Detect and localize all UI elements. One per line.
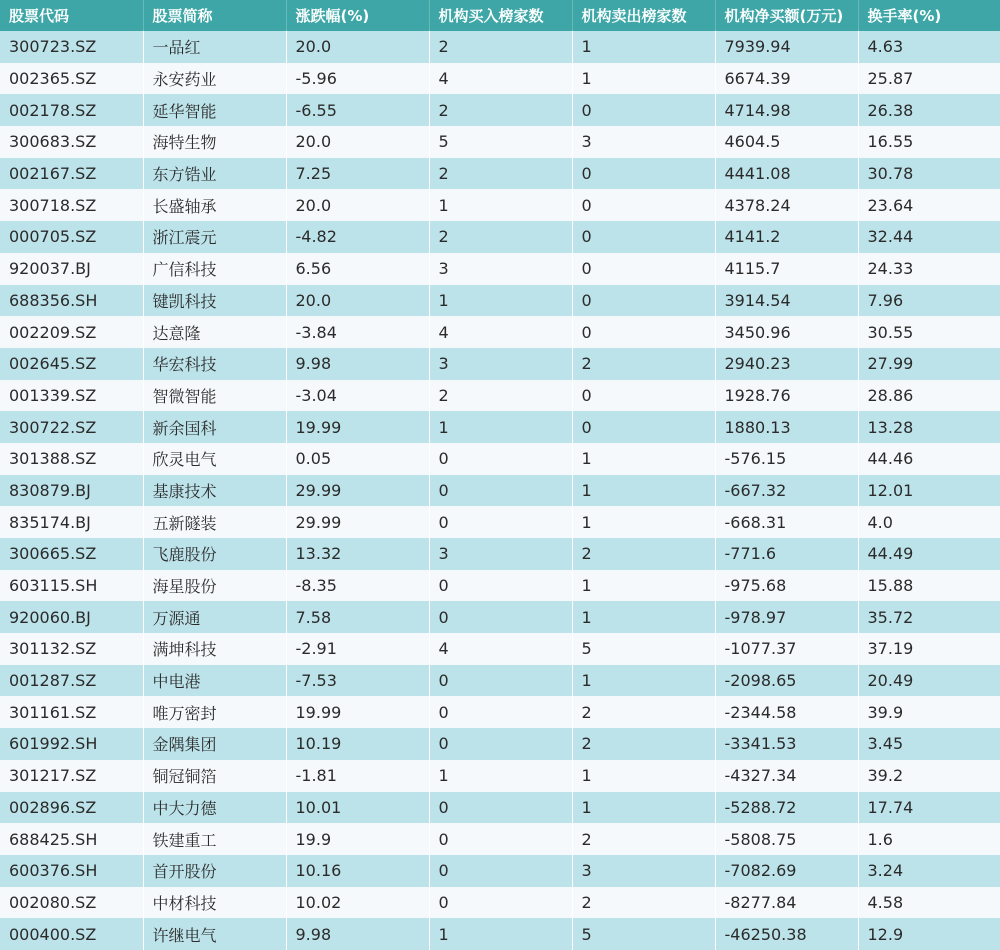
cell-inst-net-buy: 1880.13 (715, 411, 858, 443)
table-row[interactable] (0, 189, 1000, 221)
cell-turnover-rate: 30.78 (867, 164, 914, 184)
table-row[interactable] (0, 728, 1000, 760)
cell-stock-name: 海特生物 (143, 126, 286, 158)
cell-stock-code: 300683.SZ (0, 126, 143, 158)
cell-inst-sell-count: 2 (572, 887, 715, 919)
cell-inst-buy-count: 2 (429, 158, 572, 190)
cell-inst-sell-count: 1 (572, 506, 715, 538)
cell-stock-code: 601992.SH (0, 728, 143, 760)
header-turnover-rate[interactable]: 换手率(%) (867, 7, 942, 25)
cell-stock-name: 铜冠铜箔 (143, 760, 286, 792)
cell-change-percent: -2.91 (286, 633, 429, 665)
table-row[interactable] (0, 506, 1000, 538)
cell-inst-buy-count: 2 (429, 94, 572, 126)
cell-inst-buy-count: 5 (429, 126, 572, 158)
cell-inst-sell-count: 0 (572, 158, 715, 190)
cell-stock-code: 002365.SZ (0, 63, 143, 95)
cell-inst-sell-count: 0 (572, 221, 715, 253)
table-body (0, 31, 1000, 950)
table-row[interactable] (0, 887, 1000, 919)
table-row[interactable] (0, 633, 1000, 665)
cell-inst-net-buy: -771.6 (715, 538, 858, 570)
cell-inst-buy-count: 3 (429, 348, 572, 380)
table-row[interactable] (0, 538, 1000, 570)
cell-stock-name: 海星股份 (143, 570, 286, 602)
table-row[interactable] (0, 475, 1000, 507)
table-row[interactable] (0, 918, 1000, 950)
cell-turnover-rate: 16.55 (867, 132, 914, 152)
table-row[interactable] (0, 126, 1000, 158)
table-row[interactable] (0, 63, 1000, 95)
cell-inst-buy-count: 1 (429, 285, 572, 317)
cell-change-percent: 7.58 (286, 601, 429, 633)
cell-inst-buy-count: 3 (429, 538, 572, 570)
cell-inst-net-buy: -975.68 (715, 570, 858, 602)
table-row[interactable] (0, 94, 1000, 126)
cell-stock-name: 华宏科技 (143, 348, 286, 380)
cell-turnover-rate: 30.55 (867, 322, 914, 342)
cell-stock-code: 301161.SZ (0, 696, 143, 728)
table-row[interactable] (0, 411, 1000, 443)
cell-inst-net-buy: -5808.75 (715, 823, 858, 855)
cell-inst-net-buy: 4604.5 (715, 126, 858, 158)
cell-inst-buy-count: 2 (429, 221, 572, 253)
cell-turnover-rate: 17.74 (867, 797, 914, 817)
cell-inst-buy-count: 1 (429, 411, 572, 443)
cell-turnover-rate: 44.49 (867, 544, 914, 564)
cell-inst-sell-count: 0 (572, 285, 715, 317)
cell-inst-buy-count: 0 (429, 475, 572, 507)
table-row[interactable] (0, 31, 1000, 63)
table-row[interactable] (0, 158, 1000, 190)
cell-inst-buy-count: 4 (429, 316, 572, 348)
cell-change-percent: 29.99 (286, 506, 429, 538)
table-row[interactable] (0, 348, 1000, 380)
cell-inst-buy-count: 1 (429, 918, 572, 950)
cell-stock-name: 满坤科技 (143, 633, 286, 665)
cell-stock-code: 301388.SZ (0, 443, 143, 475)
cell-stock-name: 许继电气 (143, 918, 286, 950)
cell-stock-name: 东方锆业 (143, 158, 286, 190)
cell-inst-sell-count: 1 (572, 570, 715, 602)
header-inst-sell-count[interactable]: 机构卖出榜家数 (572, 0, 715, 31)
cell-turnover-rate: 32.44 (867, 227, 914, 247)
cell-stock-name: 广信科技 (143, 253, 286, 285)
cell-turnover-rate: 39.9 (867, 702, 904, 722)
cell-stock-name: 五新隧装 (143, 506, 286, 538)
cell-inst-buy-count: 3 (429, 253, 572, 285)
cell-change-percent: 10.02 (286, 887, 429, 919)
cell-turnover-rate: 4.58 (867, 892, 904, 912)
cell-stock-name: 延华智能 (143, 94, 286, 126)
header-row (0, 0, 1000, 31)
cell-inst-sell-count: 2 (572, 823, 715, 855)
cell-turnover-rate: 15.88 (867, 576, 914, 596)
cell-stock-code: 830879.BJ (0, 475, 143, 507)
cell-inst-net-buy: 1928.76 (715, 380, 858, 412)
cell-inst-buy-count: 0 (429, 696, 572, 728)
cell-turnover-rate: 12.9 (867, 924, 904, 944)
cell-turnover-rate: 28.86 (867, 385, 914, 405)
cell-stock-name: 万源通 (143, 601, 286, 633)
cell-inst-buy-count: 0 (429, 570, 572, 602)
cell-stock-code: 002080.SZ (0, 887, 143, 919)
cell-stock-code: 300722.SZ (0, 411, 143, 443)
cell-stock-name: 长盛轴承 (143, 189, 286, 221)
header-inst-net-buy[interactable]: 机构净买额(万元) (715, 0, 858, 31)
cell-stock-code: 835174.BJ (0, 506, 143, 538)
cell-inst-buy-count: 0 (429, 887, 572, 919)
cell-inst-sell-count: 1 (572, 601, 715, 633)
cell-inst-sell-count: 0 (572, 316, 715, 348)
cell-inst-sell-count: 1 (572, 63, 715, 95)
cell-stock-code: 603115.SH (0, 570, 143, 602)
table-row[interactable] (0, 760, 1000, 792)
cell-stock-code: 920037.BJ (0, 253, 143, 285)
cell-inst-sell-count: 2 (572, 538, 715, 570)
cell-stock-code: 688425.SH (0, 823, 143, 855)
cell-inst-sell-count: 3 (572, 855, 715, 887)
cell-inst-buy-count: 0 (429, 443, 572, 475)
cell-turnover-rate: 7.96 (867, 290, 904, 310)
cell-turnover-rate: 27.99 (867, 354, 914, 374)
cell-inst-sell-count: 2 (572, 348, 715, 380)
cell-stock-name: 金隅集团 (143, 728, 286, 760)
cell-inst-buy-count: 0 (429, 506, 572, 538)
cell-turnover-rate: 44.46 (867, 449, 914, 469)
cell-change-percent: 29.99 (286, 475, 429, 507)
cell-change-percent: 7.25 (286, 158, 429, 190)
cell-change-percent: -5.96 (286, 63, 429, 95)
cell-stock-code: 000400.SZ (0, 918, 143, 950)
table-row[interactable] (0, 221, 1000, 253)
cell-turnover-rate: 4.0 (867, 512, 893, 532)
cell-change-percent: 0.05 (286, 443, 429, 475)
cell-stock-code: 688356.SH (0, 285, 143, 317)
cell-inst-net-buy: 3914.54 (715, 285, 858, 317)
cell-inst-net-buy: 4441.08 (715, 158, 858, 190)
cell-inst-sell-count: 0 (572, 411, 715, 443)
cell-stock-code: 002645.SZ (0, 348, 143, 380)
cell-stock-code: 920060.BJ (0, 601, 143, 633)
table-row[interactable] (0, 792, 1000, 824)
cell-inst-buy-count: 2 (429, 31, 572, 63)
cell-turnover-rate: 1.6 (867, 829, 893, 849)
header-change-percent[interactable]: 涨跌幅(%) (286, 0, 429, 31)
cell-turnover-rate: 13.28 (867, 417, 914, 437)
cell-inst-buy-count: 0 (429, 728, 572, 760)
cell-inst-buy-count: 0 (429, 855, 572, 887)
cell-change-percent: 20.0 (286, 285, 429, 317)
table-row[interactable] (0, 285, 1000, 317)
table-row[interactable] (0, 380, 1000, 412)
cell-stock-code: 001339.SZ (0, 380, 143, 412)
cell-change-percent: -6.55 (286, 94, 429, 126)
cell-inst-sell-count: 0 (572, 380, 715, 412)
cell-inst-net-buy: -4327.34 (715, 760, 858, 792)
cell-inst-sell-count: 1 (572, 792, 715, 824)
cell-stock-name: 中材科技 (143, 887, 286, 919)
cell-inst-buy-count: 0 (429, 792, 572, 824)
cell-inst-sell-count: 2 (572, 696, 715, 728)
cell-stock-name: 中大力德 (143, 792, 286, 824)
header-inst-buy-count[interactable]: 机构买入榜家数 (429, 0, 572, 31)
cell-inst-net-buy: -46250.38 (715, 918, 858, 950)
cell-turnover-rate: 35.72 (867, 607, 914, 627)
cell-inst-sell-count: 0 (572, 94, 715, 126)
table-row[interactable] (0, 601, 1000, 633)
cell-inst-net-buy: -2344.58 (715, 696, 858, 728)
cell-inst-net-buy: -576.15 (715, 443, 858, 475)
table-row[interactable] (0, 823, 1000, 855)
cell-stock-code: 002178.SZ (0, 94, 143, 126)
cell-stock-code: 300665.SZ (0, 538, 143, 570)
cell-inst-net-buy: -667.32 (715, 475, 858, 507)
cell-inst-net-buy: 4141.2 (715, 221, 858, 253)
cell-inst-net-buy: 4714.98 (715, 94, 858, 126)
cell-inst-sell-count: 1 (572, 665, 715, 697)
cell-inst-buy-count: 1 (429, 189, 572, 221)
cell-turnover-rate: 3.45 (867, 734, 904, 754)
cell-change-percent: 20.0 (286, 126, 429, 158)
table-row[interactable] (0, 443, 1000, 475)
cell-stock-name: 永安药业 (143, 63, 286, 95)
cell-inst-buy-count: 0 (429, 601, 572, 633)
cell-stock-code: 002209.SZ (0, 316, 143, 348)
cell-inst-net-buy: 2940.23 (715, 348, 858, 380)
cell-inst-sell-count: 5 (572, 633, 715, 665)
cell-inst-buy-count: 0 (429, 823, 572, 855)
table-header (0, 0, 1000, 31)
cell-change-percent: 10.16 (286, 855, 429, 887)
cell-stock-code: 301217.SZ (0, 760, 143, 792)
cell-change-percent: 13.32 (286, 538, 429, 570)
cell-stock-code: 301132.SZ (0, 633, 143, 665)
cell-turnover-rate: 24.33 (867, 259, 914, 279)
cell-change-percent: 10.19 (286, 728, 429, 760)
cell-turnover-rate: 25.87 (867, 69, 914, 89)
cell-stock-name: 首开股份 (143, 855, 286, 887)
cell-stock-name: 智微智能 (143, 380, 286, 412)
cell-inst-buy-count: 2 (429, 380, 572, 412)
table-row[interactable] (0, 665, 1000, 697)
cell-change-percent: 9.98 (286, 348, 429, 380)
cell-stock-code: 002167.SZ (0, 158, 143, 190)
cell-change-percent: 20.0 (286, 31, 429, 63)
cell-inst-sell-count: 5 (572, 918, 715, 950)
cell-stock-code: 300723.SZ (0, 31, 143, 63)
cell-change-percent: 6.56 (286, 253, 429, 285)
cell-inst-sell-count: 1 (572, 760, 715, 792)
cell-stock-code: 300718.SZ (0, 189, 143, 221)
cell-inst-net-buy: -978.97 (715, 601, 858, 633)
cell-inst-buy-count: 1 (429, 760, 572, 792)
cell-stock-name: 飞鹿股份 (143, 538, 286, 570)
cell-inst-net-buy: -7082.69 (715, 855, 858, 887)
cell-turnover-rate: 23.64 (867, 195, 914, 215)
cell-inst-sell-count: 3 (572, 126, 715, 158)
cell-change-percent: 10.01 (286, 792, 429, 824)
cell-stock-code: 600376.SH (0, 855, 143, 887)
cell-inst-buy-count: 4 (429, 633, 572, 665)
cell-inst-sell-count: 1 (572, 475, 715, 507)
cell-inst-sell-count: 0 (572, 189, 715, 221)
cell-stock-name: 新余国科 (143, 411, 286, 443)
cell-inst-buy-count: 4 (429, 63, 572, 95)
cell-change-percent: 19.99 (286, 411, 429, 443)
cell-turnover-rate: 26.38 (867, 100, 914, 120)
cell-stock-code: 001287.SZ (0, 665, 143, 697)
cell-inst-net-buy: -8277.84 (715, 887, 858, 919)
cell-inst-net-buy: 4115.7 (715, 253, 858, 285)
cell-change-percent: 9.98 (286, 918, 429, 950)
cell-change-percent: 19.99 (286, 696, 429, 728)
cell-change-percent: 20.0 (286, 189, 429, 221)
cell-inst-net-buy: 7939.94 (715, 31, 858, 63)
cell-change-percent: -1.81 (286, 760, 429, 792)
cell-stock-code: 000705.SZ (0, 221, 143, 253)
table-row[interactable] (0, 316, 1000, 348)
header-stock-code[interactable]: 股票代码 (0, 0, 143, 31)
cell-change-percent: -8.35 (286, 570, 429, 602)
cell-inst-sell-count: 0 (572, 253, 715, 285)
cell-inst-net-buy: -3341.53 (715, 728, 858, 760)
cell-inst-net-buy: 4378.24 (715, 189, 858, 221)
table-row[interactable] (0, 696, 1000, 728)
cell-inst-net-buy: -2098.65 (715, 665, 858, 697)
cell-turnover-rate: 20.49 (867, 671, 914, 691)
cell-inst-sell-count: 2 (572, 728, 715, 760)
cell-change-percent: -3.84 (286, 316, 429, 348)
cell-stock-name: 键凯科技 (143, 285, 286, 317)
cell-inst-sell-count: 1 (572, 31, 715, 63)
cell-turnover-rate: 12.01 (867, 480, 914, 500)
table-row[interactable] (0, 253, 1000, 285)
cell-turnover-rate: 3.24 (867, 861, 904, 881)
cell-stock-name: 欣灵电气 (143, 443, 286, 475)
cell-change-percent: -7.53 (286, 665, 429, 697)
cell-change-percent: -3.04 (286, 380, 429, 412)
cell-stock-name: 达意隆 (143, 316, 286, 348)
cell-stock-name: 铁建重工 (143, 823, 286, 855)
cell-stock-code: 002896.SZ (0, 792, 143, 824)
cell-inst-net-buy: -1077.37 (715, 633, 858, 665)
cell-inst-net-buy: 6674.39 (715, 63, 858, 95)
cell-inst-net-buy: -668.31 (715, 506, 858, 538)
cell-stock-name: 基康技术 (143, 475, 286, 507)
table-row[interactable] (0, 855, 1000, 887)
cell-stock-name: 中电港 (143, 665, 286, 697)
cell-stock-name: 一品红 (143, 31, 286, 63)
cell-inst-buy-count: 0 (429, 665, 572, 697)
cell-change-percent: 19.9 (286, 823, 429, 855)
cell-inst-net-buy: -5288.72 (715, 792, 858, 824)
cell-inst-sell-count: 1 (572, 443, 715, 475)
cell-turnover-rate: 4.63 (867, 37, 904, 57)
cell-change-percent: -4.82 (286, 221, 429, 253)
cell-turnover-rate: 39.2 (867, 766, 904, 786)
table-row[interactable] (0, 570, 1000, 602)
cell-inst-net-buy: 3450.96 (715, 316, 858, 348)
header-stock-name[interactable]: 股票简称 (143, 0, 286, 31)
cell-stock-name: 浙江震元 (143, 221, 286, 253)
cell-stock-name: 唯万密封 (143, 696, 286, 728)
cell-turnover-rate: 37.19 (867, 639, 914, 659)
